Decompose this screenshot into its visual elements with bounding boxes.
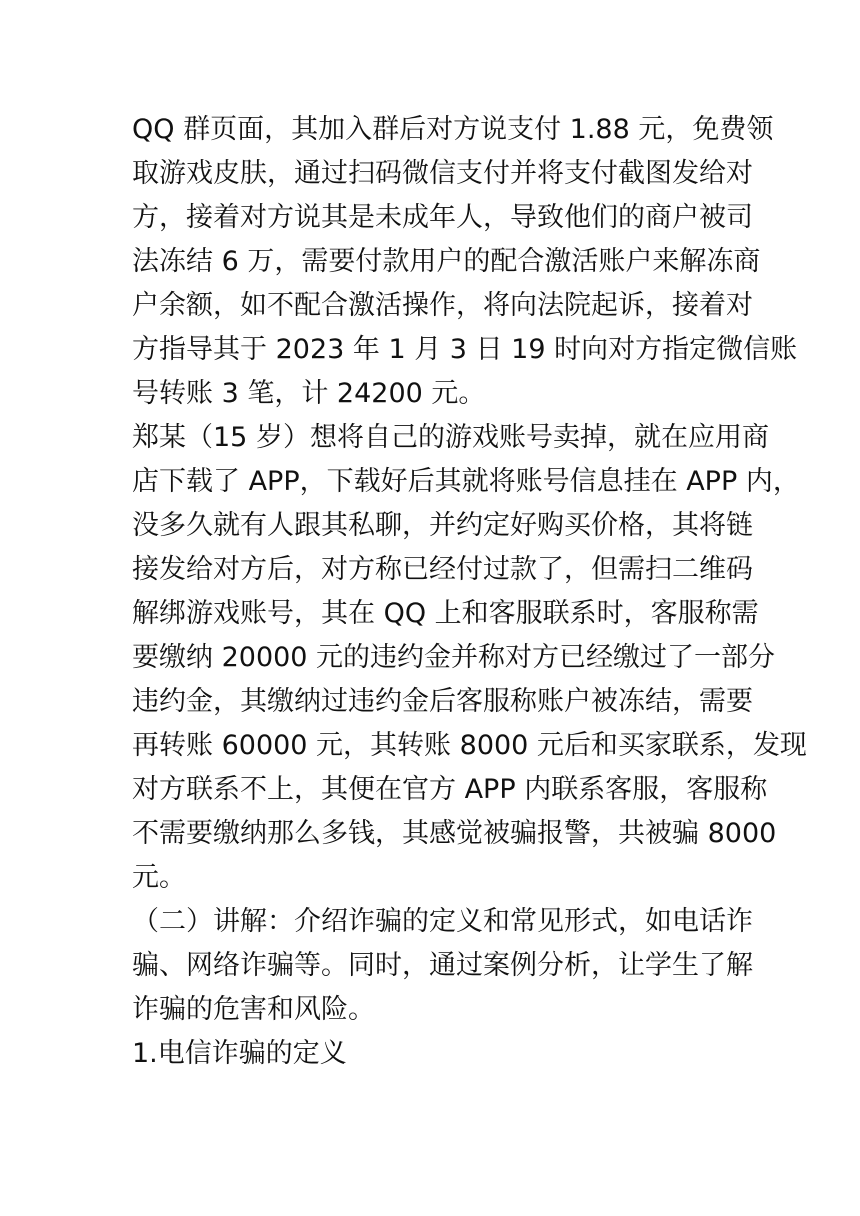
text-line: 户余额，如不配合激活操作，将向法院起诉，接着对 (132, 290, 753, 321)
text-line: 接发给对方后，对方称已经付过款了，但需扫二维码 (132, 554, 753, 585)
subsection-heading: 1.电信诈骗的定义 (132, 1038, 347, 1069)
text-line: 法冻结 6 万，需要付款用户的配合激活账户来解冻商 (132, 246, 761, 277)
text-line: 没多久就有人跟其私聊，并约定好购买价格，其将链 (132, 510, 753, 541)
text-line: 郑某（15 岁）想将自己的游戏账号卖掉，就在应用商 (132, 422, 769, 453)
text-line: 不需要缴纳那么多钱，其感觉被骗报警，共被骗 8000 (132, 818, 777, 849)
text-line: 方，接着对方说其是未成年人，导致他们的商户被司 (132, 202, 753, 233)
text-line: 元。 (132, 862, 186, 893)
text-line: 解绑游戏账号，其在 QQ 上和客服联系时，客服称需 (132, 598, 759, 629)
text-line: 店下载了 APP，下载好后其就将账号信息挂在 APP 内， (132, 466, 800, 497)
text-line: 诈骗的危害和风险。 (132, 994, 375, 1025)
text-line: 取游戏皮肤，通过扫码微信支付并将支付截图发给对 (132, 158, 753, 189)
text-line: 骗、网络诈骗等。同时，通过案例分析，让学生了解 (132, 950, 753, 981)
section-heading-line: （二）讲解：介绍诈骗的定义和常见形式，如电话诈 (132, 906, 753, 937)
text-line: 违约金，其缴纳过违约金后客服称账户被冻结，需要 (132, 686, 753, 717)
text-line: 方指导其于 2023 年 1 月 3 日 19 时向对方指定微信账 (132, 334, 798, 365)
text-line: 要缴纳 20000 元的违约金并称对方已经缴过了一部分 (132, 642, 776, 673)
text-line: 再转账 60000 元，其转账 8000 元后和买家联系，发现 (132, 730, 807, 761)
text-line: 对方联系不上，其便在官方 APP 内联系客服，客服称 (132, 774, 768, 805)
text-line: QQ 群页面，其加入群后对方说支付 1.88 元，免费领 (132, 114, 774, 145)
text-line: 号转账 3 笔，计 24200 元。 (132, 378, 486, 409)
